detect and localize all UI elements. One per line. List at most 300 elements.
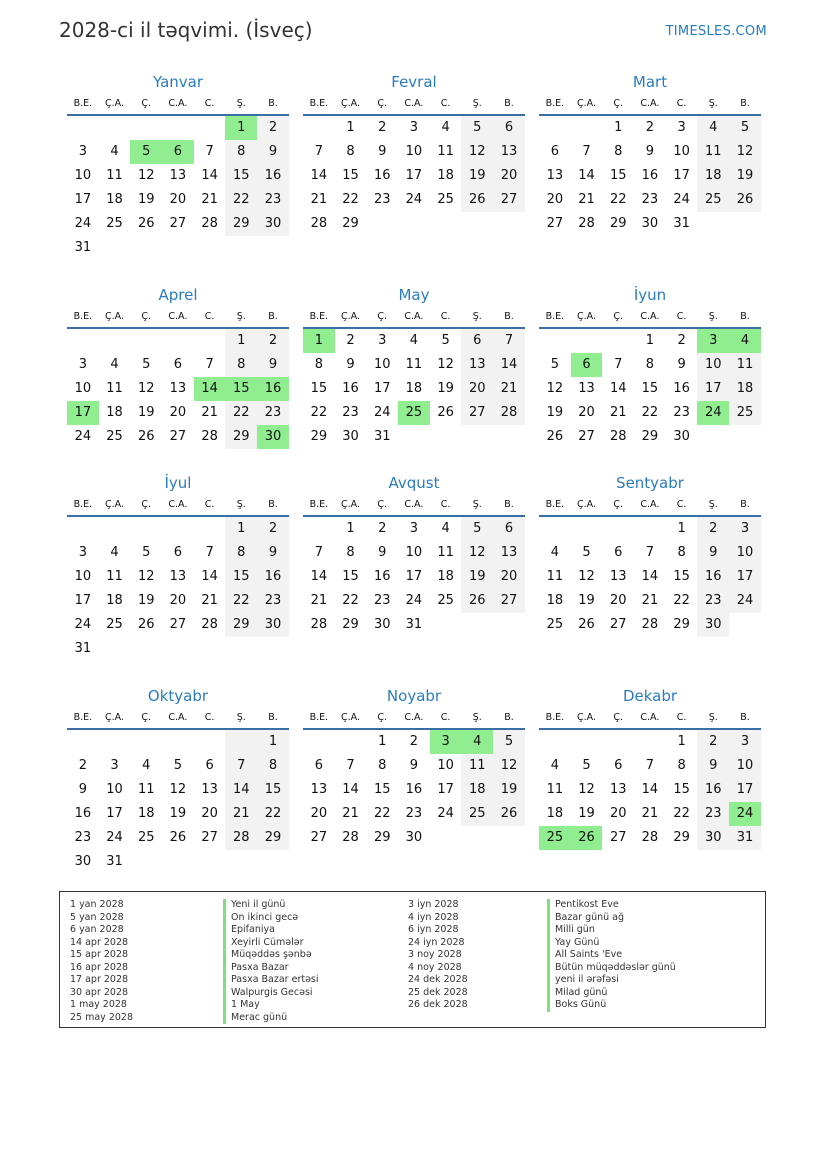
day-cell: 9 (257, 353, 289, 377)
day-cell: 6 (550, 144, 559, 159)
weekday-label: C. (676, 98, 687, 109)
day-cell: 8 (225, 541, 257, 565)
day-cell: 26 (137, 617, 155, 632)
legend-entry: Yeni il günü (223, 899, 319, 912)
legend-entry: 1 may 2028 (70, 999, 127, 1010)
day-cell: 16 (74, 806, 92, 821)
day-cell: 5 (461, 517, 493, 541)
day-cell: 20 (546, 192, 564, 207)
weekday-label: B.E. (73, 499, 93, 510)
day-cell: 21 (201, 192, 218, 207)
weekday-label: Ç. (141, 499, 152, 510)
day-cell: 21 (201, 593, 218, 608)
day-cell: 2 (78, 758, 87, 773)
day-cell: 28 (310, 216, 328, 231)
day-cell: 2 (257, 116, 289, 140)
day-cell: 10 (74, 381, 92, 396)
day-cell: 29 (609, 216, 627, 231)
empty-cell (194, 730, 226, 754)
holiday-day-cell: 25 (539, 826, 571, 850)
day-cell: 18 (437, 168, 454, 183)
day-cell: 14 (641, 569, 659, 584)
day-cell: 18 (137, 806, 155, 821)
day-cell: 5 (550, 357, 559, 372)
day-cell: 10 (729, 754, 761, 778)
holiday-day-cell: 4 (729, 329, 761, 353)
day-cell: 4 (110, 357, 119, 372)
legend-entry: 14 apr 2028 (70, 936, 129, 948)
weekday-label: C.A. (404, 311, 424, 322)
day-cell: 22 (257, 802, 289, 826)
day-cell: 27 (493, 188, 525, 212)
day-cell: 20 (169, 405, 187, 420)
weekday-label: Ç. (613, 98, 624, 109)
day-cell: 23 (373, 192, 391, 207)
weekday-label: Ç.A. (105, 98, 125, 109)
day-cell: 6 (493, 116, 525, 140)
day-cell: 13 (493, 541, 525, 565)
weekday-label: C.A. (640, 499, 660, 510)
empty-cell (303, 116, 335, 140)
weekday-header (303, 307, 525, 329)
weekday-label: Ç.A. (341, 712, 361, 723)
day-cell: 2 (645, 120, 655, 135)
empty-cell (67, 517, 99, 541)
day-cell: 20 (169, 192, 187, 207)
weekday-label: Ç.A. (341, 311, 361, 322)
day-cell: 3 (78, 144, 87, 159)
weekday-label: Ç.A. (577, 311, 597, 322)
day-cell: 31 (405, 617, 423, 632)
day-cell: 19 (137, 192, 155, 207)
holiday-day-cell: 26 (571, 826, 603, 850)
day-cell: 4 (110, 144, 119, 159)
day-cell: 30 (405, 830, 423, 845)
empty-cell (571, 116, 603, 140)
day-cell: 5 (142, 357, 151, 372)
day-cell: 22 (673, 806, 690, 821)
day-cell: 31 (74, 240, 92, 255)
day-cell: 12 (461, 140, 493, 164)
day-cell: 2 (257, 517, 289, 541)
day-cell: 1 (677, 734, 686, 749)
day-cell: 5 (142, 545, 151, 560)
day-cell: 4 (441, 521, 450, 536)
day-grid (67, 517, 289, 661)
day-cell: 24 (74, 429, 92, 444)
day-cell: 20 (609, 593, 627, 608)
day-cell: 28 (578, 216, 595, 231)
legend-entry: 5 yan 2028 (70, 911, 124, 923)
day-cell: 23 (373, 593, 391, 608)
day-cell: 19 (546, 405, 564, 420)
weekday-header (303, 94, 525, 116)
weekday-label: Ş. (472, 499, 482, 510)
legend-entry: Pasxa Bazar ertəsi (223, 974, 319, 987)
month-title: Oktyabr (147, 687, 209, 705)
day-cell: 28 (493, 401, 525, 425)
holiday-day-cell: 24 (697, 401, 729, 425)
day-cell: 8 (314, 357, 323, 372)
weekday-label: Ç. (377, 712, 388, 723)
day-cell: 29 (673, 617, 690, 632)
holiday-day-cell: 14 (194, 377, 226, 401)
weekday-label: Ç. (141, 311, 152, 322)
day-cell: 26 (169, 830, 187, 845)
day-cell: 3 (378, 333, 387, 348)
legend-entry: 4 iyn 2028 (408, 911, 459, 923)
legend-entry: 25 dek 2028 (408, 986, 468, 998)
day-grid (67, 730, 289, 874)
day-cell: 7 (205, 357, 214, 372)
day-cell: 7 (614, 357, 623, 372)
legend-entry: 15 apr 2028 (70, 949, 129, 960)
weekday-header (303, 495, 525, 517)
day-cell: 5 (441, 333, 450, 348)
day-cell: 22 (342, 593, 359, 608)
empty-cell (571, 329, 603, 353)
day-grid (303, 517, 525, 637)
day-cell: 12 (137, 381, 155, 396)
day-cell: 15 (673, 782, 690, 797)
legend-entry: Epifaniya (223, 924, 319, 937)
day-cell: 8 (645, 357, 655, 372)
day-cell: 24 (405, 593, 423, 608)
day-cell: 1 (346, 521, 355, 536)
day-cell: 15 (225, 565, 257, 589)
holiday-day-cell: 4 (461, 730, 493, 754)
holiday-legend (59, 891, 766, 1028)
day-cell: 25 (106, 617, 123, 632)
weekday-label: Ş. (472, 98, 482, 109)
weekday-label: C. (204, 311, 215, 322)
day-cell: 23 (342, 405, 359, 420)
weekday-label: B.E. (309, 712, 329, 723)
day-cell: 28 (201, 617, 218, 632)
day-cell: 1 (225, 329, 257, 353)
day-cell: 13 (493, 140, 525, 164)
day-cell: 30 (697, 826, 729, 850)
day-cell: 14 (310, 569, 328, 584)
day-cell: 7 (205, 545, 214, 560)
weekday-label: C.A. (640, 98, 660, 109)
legend-entry: 24 dek 2028 (408, 974, 468, 985)
day-cell: 21 (578, 192, 595, 207)
legend-entry: Boks Günü (547, 999, 676, 1012)
day-cell: 30 (641, 216, 659, 231)
day-cell: 13 (609, 569, 627, 584)
weekday-label: B. (740, 499, 750, 510)
legend-entry: 1 yan 2028 (70, 899, 124, 910)
legend-dates-left (70, 899, 133, 1024)
weekday-label: C. (440, 499, 451, 510)
day-cell: 12 (461, 541, 493, 565)
day-cell: 22 (609, 192, 627, 207)
empty-cell (634, 517, 666, 541)
day-cell: 11 (437, 144, 454, 159)
day-cell: 3 (78, 357, 87, 372)
day-cell: 6 (173, 545, 183, 560)
day-cell: 7 (645, 545, 655, 560)
day-cell: 25 (461, 802, 493, 826)
legend-names-left (223, 899, 319, 1024)
weekday-label: B. (268, 712, 278, 723)
day-cell: 4 (142, 758, 151, 773)
day-cell: 16 (373, 569, 391, 584)
day-cell: 23 (697, 589, 729, 613)
day-cell: 5 (493, 730, 525, 754)
weekday-label: C. (204, 98, 215, 109)
weekday-label: B.E. (545, 499, 565, 510)
day-cell: 12 (137, 569, 155, 584)
day-cell: 16 (405, 782, 423, 797)
day-cell: 25 (729, 401, 761, 425)
day-cell: 8 (225, 353, 257, 377)
day-cell: 12 (169, 782, 187, 797)
weekday-label: C. (676, 499, 687, 510)
day-cell: 4 (441, 120, 450, 135)
day-cell: 14 (201, 569, 218, 584)
empty-cell (99, 730, 131, 754)
weekday-label: B.E. (73, 311, 93, 322)
weekday-label: C. (440, 712, 451, 723)
day-grid (303, 116, 525, 236)
day-cell: 25 (546, 617, 564, 632)
day-cell: 26 (137, 216, 155, 231)
weekday-label: B.E. (545, 712, 565, 723)
day-cell: 22 (225, 188, 257, 212)
month-title: May (398, 286, 430, 304)
day-cell: 17 (697, 377, 729, 401)
empty-cell (602, 730, 634, 754)
day-cell: 10 (106, 782, 123, 797)
day-cell: 4 (110, 545, 119, 560)
day-cell: 2 (409, 734, 419, 749)
day-cell: 27 (169, 617, 187, 632)
weekday-header (539, 307, 761, 329)
day-cell: 5 (729, 116, 761, 140)
weekday-label: B.E. (73, 712, 93, 723)
day-cell: 27 (609, 617, 627, 632)
day-cell: 8 (378, 758, 387, 773)
legend-entry: All Saints 'Eve (547, 949, 676, 962)
day-cell: 19 (578, 593, 595, 608)
day-cell: 22 (373, 806, 391, 821)
holiday-day-cell: 17 (67, 401, 99, 425)
day-cell: 10 (437, 758, 454, 773)
weekday-label: B. (268, 98, 278, 109)
day-cell: 17 (106, 806, 123, 821)
legend-entry: Merac günü (223, 1012, 319, 1025)
weekday-label: B.E. (73, 98, 93, 109)
day-cell: 8 (346, 545, 355, 560)
weekday-label: B. (268, 499, 278, 510)
day-cell: 5 (461, 116, 493, 140)
day-cell: 21 (342, 806, 359, 821)
day-cell: 9 (409, 758, 419, 773)
day-cell: 14 (201, 168, 218, 183)
weekday-label: Ç. (377, 98, 388, 109)
day-cell: 15 (609, 168, 627, 183)
day-cell: 29 (673, 830, 690, 845)
day-cell: 1 (225, 517, 257, 541)
day-cell: 11 (437, 545, 454, 560)
empty-cell (67, 329, 99, 353)
day-cell: 3 (409, 120, 419, 135)
day-cell: 2 (257, 329, 289, 353)
day-cell: 17 (437, 782, 454, 797)
day-cell: 22 (225, 401, 257, 425)
day-cell: 19 (578, 806, 595, 821)
weekday-label: C. (676, 311, 687, 322)
day-cell: 20 (201, 806, 218, 821)
day-cell: 19 (437, 381, 454, 396)
day-cell: 21 (641, 806, 659, 821)
empty-cell (162, 329, 194, 353)
day-cell: 15 (373, 782, 391, 797)
weekday-label: C.A. (168, 98, 188, 109)
day-cell: 5 (582, 758, 591, 773)
day-cell: 15 (342, 168, 359, 183)
day-cell: 20 (578, 405, 595, 420)
day-cell: 27 (609, 830, 627, 845)
weekday-label: B.E. (545, 311, 565, 322)
day-cell: 3 (677, 120, 686, 135)
day-cell: 13 (546, 168, 564, 183)
day-cell: 8 (257, 754, 289, 778)
day-cell: 31 (673, 216, 690, 231)
day-cell: 16 (342, 381, 359, 396)
empty-cell (303, 730, 335, 754)
legend-entry: 26 dek 2028 (408, 999, 468, 1010)
weekday-header (67, 495, 289, 517)
day-cell: 12 (546, 381, 564, 396)
weekday-label: Ş. (236, 499, 246, 510)
day-cell: 14 (493, 353, 525, 377)
weekday-label: Ş. (236, 311, 246, 322)
day-cell: 29 (257, 826, 289, 850)
empty-cell (99, 329, 131, 353)
day-cell: 16 (697, 778, 729, 802)
day-cell: 7 (346, 758, 355, 773)
day-cell: 28 (342, 830, 359, 845)
legend-entry: 4 noy 2028 (408, 961, 462, 973)
day-cell: 13 (169, 569, 187, 584)
empty-cell (130, 517, 162, 541)
day-cell: 14 (609, 381, 627, 396)
day-cell: 19 (169, 806, 187, 821)
weekday-label: C. (440, 311, 451, 322)
day-cell: 20 (461, 377, 493, 401)
empty-cell (162, 517, 194, 541)
empty-cell (130, 730, 162, 754)
day-cell: 18 (729, 377, 761, 401)
day-cell: 12 (729, 140, 761, 164)
month-title: Mart (632, 73, 668, 91)
day-cell: 13 (609, 782, 627, 797)
weekday-label: C.A. (404, 499, 424, 510)
day-cell: 8 (346, 144, 355, 159)
day-cell: 27 (169, 216, 187, 231)
legend-entry: 6 iyn 2028 (408, 924, 459, 935)
legend-entry: Yay Günü (547, 937, 676, 950)
weekday-header (67, 94, 289, 116)
weekday-label: Ç.A. (577, 98, 597, 109)
weekday-label: Ş. (708, 712, 718, 723)
day-cell: 1 (614, 120, 623, 135)
day-cell: 27 (493, 589, 525, 613)
month-block (303, 70, 525, 236)
day-cell: 18 (106, 593, 123, 608)
day-cell: 14 (310, 168, 328, 183)
day-cell: 20 (493, 164, 525, 188)
day-cell: 8 (614, 144, 623, 159)
day-cell: 2 (677, 333, 686, 348)
day-cell: 3 (78, 545, 87, 560)
day-cell: 21 (641, 593, 659, 608)
weekday-header (539, 495, 761, 517)
day-cell: 12 (578, 782, 595, 797)
day-cell: 25 (106, 429, 123, 444)
day-cell: 14 (578, 168, 595, 183)
month-title: Avqust (388, 474, 440, 492)
day-cell: 4 (550, 758, 559, 773)
day-cell: 18 (697, 164, 729, 188)
holiday-day-cell: 6 (571, 353, 603, 377)
day-cell: 2 (697, 730, 729, 754)
day-cell: 27 (461, 401, 493, 425)
month-block (303, 283, 525, 449)
empty-cell (67, 116, 99, 140)
day-cell: 28 (201, 216, 218, 231)
day-cell: 26 (461, 589, 493, 613)
day-cell: 3 (110, 758, 119, 773)
day-cell: 13 (578, 381, 595, 396)
day-cell: 9 (378, 144, 387, 159)
day-cell: 24 (74, 216, 92, 231)
legend-entry: Milad günü (547, 987, 676, 1000)
weekday-label: C.A. (640, 712, 660, 723)
day-cell: 26 (461, 188, 493, 212)
day-cell: 16 (641, 168, 659, 183)
day-cell: 26 (493, 802, 525, 826)
weekday-label: Ç.A. (105, 712, 125, 723)
day-cell: 27 (546, 216, 564, 231)
legend-entry: On ikinci gecə (223, 912, 319, 925)
day-grid (539, 329, 761, 449)
month-block (539, 471, 761, 637)
legend-entry: 17 apr 2028 (70, 974, 129, 985)
month-block (67, 70, 289, 260)
holiday-day-cell: 1 (303, 329, 335, 353)
weekday-header (303, 708, 525, 730)
empty-cell (194, 116, 226, 140)
day-cell: 11 (106, 569, 123, 584)
day-cell: 19 (461, 164, 493, 188)
day-cell: 21 (493, 377, 525, 401)
empty-cell (162, 116, 194, 140)
day-cell: 15 (310, 381, 328, 396)
day-cell: 27 (201, 830, 218, 845)
site-link[interactable]: TIMESLES.COM (665, 24, 767, 39)
day-cell: 23 (257, 401, 289, 425)
day-cell: 15 (342, 569, 359, 584)
month-block (67, 283, 289, 449)
day-cell: 20 (169, 593, 187, 608)
legend-entry: 3 iyn 2028 (408, 899, 459, 910)
day-grid (303, 329, 525, 449)
day-cell: 2 (378, 120, 387, 135)
